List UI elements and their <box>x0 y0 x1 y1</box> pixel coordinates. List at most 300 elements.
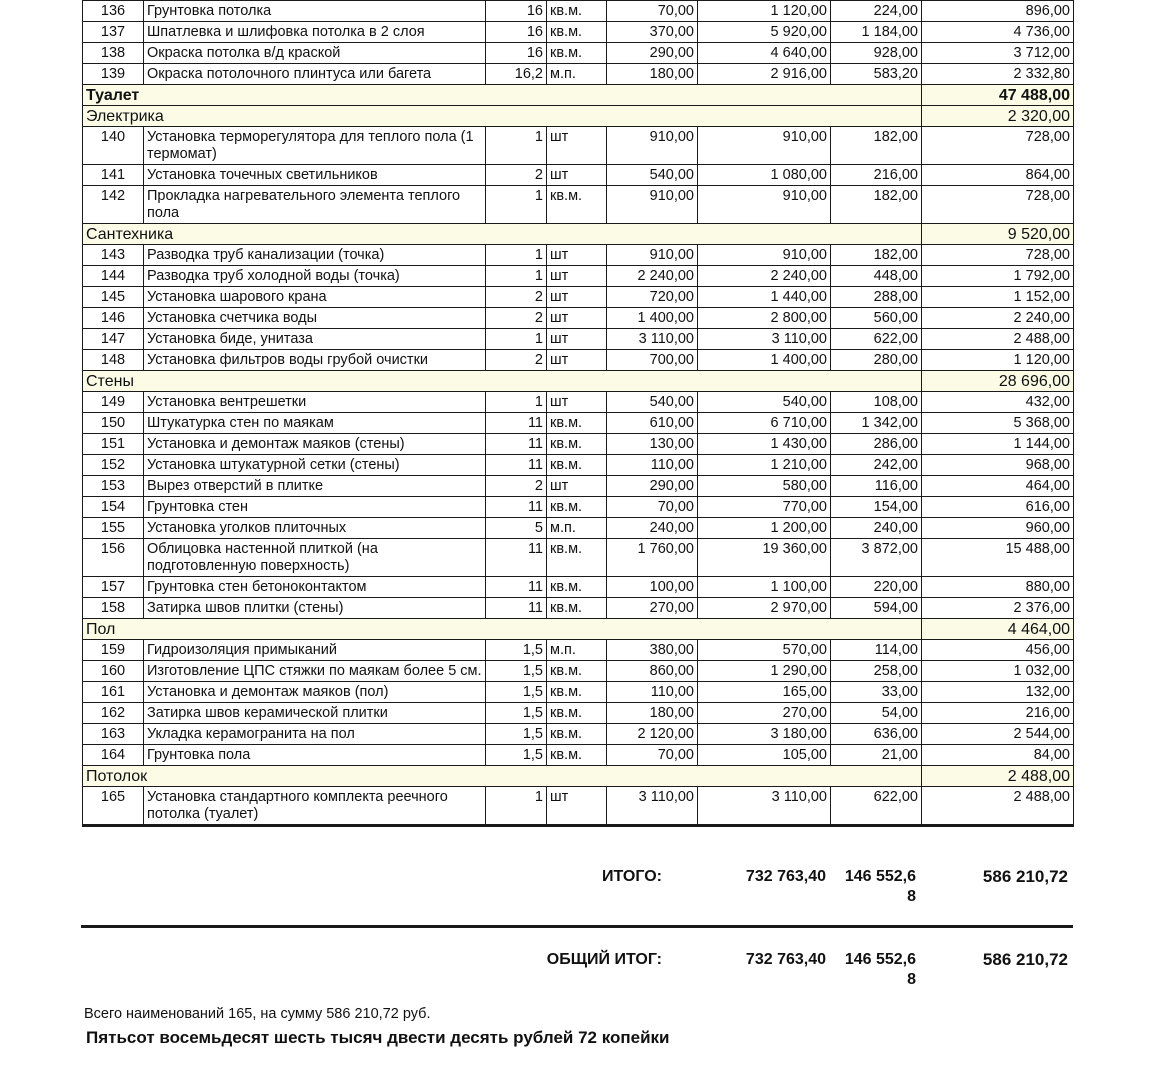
estimate-sheet <box>82 0 1074 827</box>
cell-no: 153 <box>83 476 144 497</box>
cell-vat: 21,00 <box>831 745 922 766</box>
cell-vat: 288,00 <box>831 287 922 308</box>
cell-name: Установка стандартного комплекта реечного потолка (туалет) <box>144 787 486 826</box>
cell-unit: шт <box>547 329 607 350</box>
cell-qty: 2 <box>486 287 547 308</box>
cell-price: 2 120,00 <box>607 724 698 745</box>
cell-unit: кв.м. <box>547 497 607 518</box>
cell-no: 142 <box>83 186 144 224</box>
table-row <box>83 518 1074 539</box>
cell-name: Шпатлевка и шлифовка потолка в 2 слоя <box>144 22 486 43</box>
cell-vat: 583,20 <box>831 64 922 85</box>
itogo-vat-line1: 146 552,6 <box>844 868 916 885</box>
cell-unit: кв.м. <box>547 43 607 64</box>
cell-unit: кв.м. <box>547 455 607 476</box>
cell-sum: 910,00 <box>698 245 831 266</box>
table-row <box>83 392 1074 413</box>
cell-vat: 448,00 <box>831 266 922 287</box>
cell-vat: 182,00 <box>831 127 922 165</box>
cell-total: 1 792,00 <box>922 266 1074 287</box>
cell-no: 158 <box>83 598 144 619</box>
table-row <box>83 413 1074 434</box>
cell-unit: шт <box>547 245 607 266</box>
cell-sum: 5 920,00 <box>698 22 831 43</box>
cell-price: 70,00 <box>607 745 698 766</box>
table-row <box>83 455 1074 476</box>
cell-unit: м.п. <box>547 518 607 539</box>
cell-name: Установка биде, унитаза <box>144 329 486 350</box>
table-row <box>83 22 1074 43</box>
cell-total: 132,00 <box>922 682 1074 703</box>
cell-price: 290,00 <box>607 476 698 497</box>
cell-qty: 1,5 <box>486 661 547 682</box>
cell-name: Разводка труб холодной воды (точка) <box>144 266 486 287</box>
cell-total: 2 376,00 <box>922 598 1074 619</box>
cell-price: 610,00 <box>607 413 698 434</box>
cell-unit: шт <box>547 287 607 308</box>
cell-unit: кв.м. <box>547 724 607 745</box>
table-row <box>83 787 1074 826</box>
section-title: Потолок <box>83 766 922 787</box>
section-total: 47 488,00 <box>922 85 1074 106</box>
cell-total: 216,00 <box>922 703 1074 724</box>
table-row <box>83 497 1074 518</box>
cell-sum: 2 916,00 <box>698 64 831 85</box>
cell-unit: м.п. <box>547 640 607 661</box>
cell-unit: кв.м. <box>547 682 607 703</box>
cell-name: Установка штукатурной сетки (стены) <box>144 455 486 476</box>
cell-no: 159 <box>83 640 144 661</box>
cell-total: 2 332,80 <box>922 64 1074 85</box>
table-row <box>83 186 1074 224</box>
cell-unit: кв.м. <box>547 434 607 455</box>
table-row <box>83 682 1074 703</box>
cell-no: 145 <box>83 287 144 308</box>
table-row <box>83 64 1074 85</box>
cell-unit: кв.м. <box>547 598 607 619</box>
cell-total: 2 488,00 <box>922 787 1074 826</box>
cell-total: 728,00 <box>922 186 1074 224</box>
cell-total: 4 736,00 <box>922 22 1074 43</box>
cell-price: 380,00 <box>607 640 698 661</box>
cell-vat: 116,00 <box>831 476 922 497</box>
cell-unit: кв.м. <box>547 1 607 22</box>
cell-no: 136 <box>83 1 144 22</box>
cell-total: 84,00 <box>922 745 1074 766</box>
cell-total: 880,00 <box>922 577 1074 598</box>
cell-qty: 16,2 <box>486 64 547 85</box>
cell-qty: 16 <box>486 1 547 22</box>
cell-vat: 182,00 <box>831 245 922 266</box>
cell-vat: 1 342,00 <box>831 413 922 434</box>
cell-vat: 622,00 <box>831 329 922 350</box>
cell-vat: 240,00 <box>831 518 922 539</box>
section-header <box>83 619 1074 640</box>
cell-total: 1 032,00 <box>922 661 1074 682</box>
cell-name: Установка уголков плиточных <box>144 518 486 539</box>
grand-sum: 732 763,40 <box>745 951 826 968</box>
cell-name: Грунтовка стен бетоноконтактом <box>144 577 486 598</box>
cell-price: 70,00 <box>607 497 698 518</box>
cell-sum: 4 640,00 <box>698 43 831 64</box>
cell-total: 728,00 <box>922 245 1074 266</box>
cell-unit: шт <box>547 392 607 413</box>
cell-price: 540,00 <box>607 165 698 186</box>
cell-sum: 3 110,00 <box>698 329 831 350</box>
cell-qty: 1,5 <box>486 703 547 724</box>
grand-vat-line1: 146 552,6 <box>844 951 916 968</box>
section-header <box>83 371 1074 392</box>
cell-total: 432,00 <box>922 392 1074 413</box>
cell-unit: кв.м. <box>547 745 607 766</box>
cell-sum: 770,00 <box>698 497 831 518</box>
cell-name: Грунтовка стен <box>144 497 486 518</box>
cell-no: 152 <box>83 455 144 476</box>
cell-price: 700,00 <box>607 350 698 371</box>
table-row <box>83 350 1074 371</box>
cell-qty: 16 <box>486 22 547 43</box>
cell-qty: 11 <box>486 434 547 455</box>
cell-name: Установка шарового крана <box>144 287 486 308</box>
cell-vat: 258,00 <box>831 661 922 682</box>
cell-price: 1 400,00 <box>607 308 698 329</box>
estimate-body <box>83 1 1074 826</box>
cell-price: 860,00 <box>607 661 698 682</box>
cell-total: 15 488,00 <box>922 539 1074 577</box>
cell-vat: 182,00 <box>831 186 922 224</box>
itogo-sum: 732 763,40 <box>745 868 826 885</box>
cell-no: 143 <box>83 245 144 266</box>
cell-total: 2 488,00 <box>922 329 1074 350</box>
cell-sum: 540,00 <box>698 392 831 413</box>
section-header <box>83 106 1074 127</box>
cell-price: 720,00 <box>607 287 698 308</box>
cell-name: Изготовление ЦПС стяжки по маякам более 5 см. <box>144 661 486 682</box>
table-row <box>83 127 1074 165</box>
itogo-total: 586 210,72 <box>982 867 1068 886</box>
cell-sum: 910,00 <box>698 127 831 165</box>
section-total: 2 488,00 <box>922 766 1074 787</box>
section-title: Пол <box>83 619 922 640</box>
cell-price: 3 110,00 <box>607 787 698 826</box>
cell-qty: 2 <box>486 350 547 371</box>
cell-price: 110,00 <box>607 682 698 703</box>
table-row <box>83 1 1074 22</box>
cell-price: 70,00 <box>607 1 698 22</box>
section-total: 4 464,00 <box>922 619 1074 640</box>
cell-name: Установка терморегулятора для теплого пола (1 термомат) <box>144 127 486 165</box>
cell-name: Штукатурка стен по маякам <box>144 413 486 434</box>
estimate-table <box>82 0 1074 827</box>
cell-price: 1 760,00 <box>607 539 698 577</box>
cell-total: 960,00 <box>922 518 1074 539</box>
cell-total: 864,00 <box>922 165 1074 186</box>
cell-qty: 1 <box>486 266 547 287</box>
cell-price: 910,00 <box>607 127 698 165</box>
cell-vat: 154,00 <box>831 497 922 518</box>
cell-qty: 2 <box>486 165 547 186</box>
cell-qty: 1,5 <box>486 682 547 703</box>
cell-sum: 165,00 <box>698 682 831 703</box>
cell-no: 139 <box>83 64 144 85</box>
section-header <box>83 224 1074 245</box>
amount-in-words: Пятьсот восемьдесят шесть тысяч двести десять рублей 72 копейки <box>86 1028 670 1047</box>
cell-name: Грунтовка пола <box>144 745 486 766</box>
cell-price: 180,00 <box>607 64 698 85</box>
cell-no: 161 <box>83 682 144 703</box>
table-row <box>83 165 1074 186</box>
cell-price: 240,00 <box>607 518 698 539</box>
cell-vat: 636,00 <box>831 724 922 745</box>
cell-unit: кв.м. <box>547 413 607 434</box>
cell-qty: 1 <box>486 392 547 413</box>
cell-name: Окраска потолка в/д краской <box>144 43 486 64</box>
cell-sum: 2 800,00 <box>698 308 831 329</box>
cell-no: 138 <box>83 43 144 64</box>
items-count-note: Всего наименований 165, на сумму 586 210,72 руб. <box>84 1006 431 1022</box>
section-title: Электрика <box>83 106 922 127</box>
cell-price: 910,00 <box>607 186 698 224</box>
cell-unit: м.п. <box>547 64 607 85</box>
cell-total: 1 152,00 <box>922 287 1074 308</box>
cell-vat: 242,00 <box>831 455 922 476</box>
table-row <box>83 661 1074 682</box>
cell-price: 910,00 <box>607 245 698 266</box>
cell-no: 156 <box>83 539 144 577</box>
cell-qty: 11 <box>486 539 547 577</box>
cell-qty: 11 <box>486 413 547 434</box>
cell-name: Разводка труб канализации (точка) <box>144 245 486 266</box>
cell-vat: 108,00 <box>831 392 922 413</box>
cell-no: 149 <box>83 392 144 413</box>
cell-price: 110,00 <box>607 455 698 476</box>
cell-unit: шт <box>547 127 607 165</box>
cell-no: 162 <box>83 703 144 724</box>
cell-sum: 580,00 <box>698 476 831 497</box>
cell-vat: 594,00 <box>831 598 922 619</box>
cell-no: 148 <box>83 350 144 371</box>
table-row <box>83 539 1074 577</box>
grand-total: 586 210,72 <box>982 950 1068 969</box>
cell-sum: 570,00 <box>698 640 831 661</box>
table-row <box>83 266 1074 287</box>
cell-no: 150 <box>83 413 144 434</box>
cell-unit: кв.м. <box>547 703 607 724</box>
cell-sum: 3 180,00 <box>698 724 831 745</box>
cell-no: 147 <box>83 329 144 350</box>
table-row <box>83 640 1074 661</box>
section-total: 28 696,00 <box>922 371 1074 392</box>
cell-sum: 105,00 <box>698 745 831 766</box>
cell-price: 130,00 <box>607 434 698 455</box>
cell-vat: 220,00 <box>831 577 922 598</box>
cell-qty: 11 <box>486 497 547 518</box>
cell-sum: 3 110,00 <box>698 787 831 826</box>
cell-unit: кв.м. <box>547 22 607 43</box>
cell-unit: шт <box>547 476 607 497</box>
table-row <box>83 245 1074 266</box>
cell-sum: 1 430,00 <box>698 434 831 455</box>
table-row <box>83 745 1074 766</box>
cell-name: Гидроизоляция примыканий <box>144 640 486 661</box>
cell-price: 3 110,00 <box>607 329 698 350</box>
cell-qty: 11 <box>486 455 547 476</box>
section-title: Стены <box>83 371 922 392</box>
cell-total: 1 144,00 <box>922 434 1074 455</box>
cell-vat: 622,00 <box>831 787 922 826</box>
cell-name: Установка и демонтаж маяков (пол) <box>144 682 486 703</box>
section-total: 9 520,00 <box>922 224 1074 245</box>
cell-no: 154 <box>83 497 144 518</box>
cell-unit: кв.м. <box>547 186 607 224</box>
cell-vat: 1 184,00 <box>831 22 922 43</box>
cell-qty: 1,5 <box>486 724 547 745</box>
cell-vat: 560,00 <box>831 308 922 329</box>
cell-unit: шт <box>547 266 607 287</box>
cell-sum: 6 710,00 <box>698 413 831 434</box>
cell-sum: 1 400,00 <box>698 350 831 371</box>
table-row <box>83 434 1074 455</box>
table-row <box>83 598 1074 619</box>
cell-vat: 3 872,00 <box>831 539 922 577</box>
table-row <box>83 724 1074 745</box>
itogo-label: ИТОГО: <box>602 868 662 885</box>
cell-qty: 1 <box>486 186 547 224</box>
cell-no: 141 <box>83 165 144 186</box>
cell-qty: 1,5 <box>486 640 547 661</box>
cell-unit: кв.м. <box>547 539 607 577</box>
cell-name: Прокладка нагревательного элемента теплого пола <box>144 186 486 224</box>
cell-no: 140 <box>83 127 144 165</box>
grand-vat-line2: 8 <box>907 971 916 988</box>
cell-price: 2 240,00 <box>607 266 698 287</box>
table-row <box>83 287 1074 308</box>
cell-name: Установка вентрешетки <box>144 392 486 413</box>
cell-qty: 1,5 <box>486 745 547 766</box>
divider-rule <box>81 925 1073 928</box>
cell-unit: шт <box>547 350 607 371</box>
table-row <box>83 703 1074 724</box>
cell-name: Установка фильтров воды грубой очистки <box>144 350 486 371</box>
cell-price: 370,00 <box>607 22 698 43</box>
cell-unit: шт <box>547 308 607 329</box>
cell-total: 616,00 <box>922 497 1074 518</box>
section-title: Сантехника <box>83 224 922 245</box>
cell-total: 2 240,00 <box>922 308 1074 329</box>
cell-no: 160 <box>83 661 144 682</box>
cell-name: Вырез отверстий в плитке <box>144 476 486 497</box>
cell-qty: 16 <box>486 43 547 64</box>
cell-price: 270,00 <box>607 598 698 619</box>
cell-unit: шт <box>547 165 607 186</box>
cell-vat: 216,00 <box>831 165 922 186</box>
section-total: 2 320,00 <box>922 106 1074 127</box>
section-header <box>83 766 1074 787</box>
grand-label: ОБЩИЙ ИТОГ: <box>546 951 662 968</box>
cell-qty: 1 <box>486 127 547 165</box>
cell-sum: 1 290,00 <box>698 661 831 682</box>
cell-unit: шт <box>547 787 607 826</box>
cell-name: Установка счетчика воды <box>144 308 486 329</box>
cell-sum: 270,00 <box>698 703 831 724</box>
cell-sum: 1 210,00 <box>698 455 831 476</box>
cell-sum: 1 120,00 <box>698 1 831 22</box>
cell-vat: 280,00 <box>831 350 922 371</box>
cell-total: 1 120,00 <box>922 350 1074 371</box>
cell-qty: 1 <box>486 329 547 350</box>
cell-sum: 1 440,00 <box>698 287 831 308</box>
cell-name: Установка точечных светильников <box>144 165 486 186</box>
table-row <box>83 577 1074 598</box>
cell-qty: 1 <box>486 245 547 266</box>
itogo-vat-line2: 8 <box>907 888 916 905</box>
cell-total: 456,00 <box>922 640 1074 661</box>
cell-no: 155 <box>83 518 144 539</box>
cell-sum: 19 360,00 <box>698 539 831 577</box>
cell-name: Грунтовка потолка <box>144 1 486 22</box>
cell-total: 464,00 <box>922 476 1074 497</box>
cell-qty: 11 <box>486 598 547 619</box>
cell-price: 540,00 <box>607 392 698 413</box>
cell-vat: 54,00 <box>831 703 922 724</box>
cell-vat: 286,00 <box>831 434 922 455</box>
cell-no: 165 <box>83 787 144 826</box>
cell-sum: 910,00 <box>698 186 831 224</box>
cell-qty: 5 <box>486 518 547 539</box>
cell-qty: 11 <box>486 577 547 598</box>
section-title: Туалет <box>83 85 922 106</box>
cell-sum: 1 100,00 <box>698 577 831 598</box>
cell-vat: 224,00 <box>831 1 922 22</box>
cell-no: 163 <box>83 724 144 745</box>
cell-name: Окраска потолочного плинтуса или багета <box>144 64 486 85</box>
cell-sum: 1 080,00 <box>698 165 831 186</box>
cell-qty: 2 <box>486 308 547 329</box>
cell-name: Облицовка настенной плиткой (на подготовленную поверхность) <box>144 539 486 577</box>
cell-name: Укладка керамогранита на пол <box>144 724 486 745</box>
cell-total: 896,00 <box>922 1 1074 22</box>
cell-sum: 1 200,00 <box>698 518 831 539</box>
cell-total: 728,00 <box>922 127 1074 165</box>
table-row <box>83 43 1074 64</box>
cell-qty: 1 <box>486 787 547 826</box>
cell-total: 3 712,00 <box>922 43 1074 64</box>
cell-no: 146 <box>83 308 144 329</box>
cell-name: Затирка швов плитки (стены) <box>144 598 486 619</box>
cell-qty: 2 <box>486 476 547 497</box>
table-row <box>83 329 1074 350</box>
cell-total: 5 368,00 <box>922 413 1074 434</box>
cell-no: 164 <box>83 745 144 766</box>
cell-vat: 114,00 <box>831 640 922 661</box>
table-row <box>83 476 1074 497</box>
cell-unit: кв.м. <box>547 577 607 598</box>
table-row <box>83 308 1074 329</box>
cell-total: 2 544,00 <box>922 724 1074 745</box>
cell-price: 290,00 <box>607 43 698 64</box>
cell-name: Установка и демонтаж маяков (стены) <box>144 434 486 455</box>
cell-sum: 2 970,00 <box>698 598 831 619</box>
cell-vat: 928,00 <box>831 43 922 64</box>
cell-price: 180,00 <box>607 703 698 724</box>
cell-no: 151 <box>83 434 144 455</box>
cell-unit: кв.м. <box>547 661 607 682</box>
cell-sum: 2 240,00 <box>698 266 831 287</box>
cell-no: 144 <box>83 266 144 287</box>
cell-no: 137 <box>83 22 144 43</box>
cell-no: 157 <box>83 577 144 598</box>
cell-total: 968,00 <box>922 455 1074 476</box>
